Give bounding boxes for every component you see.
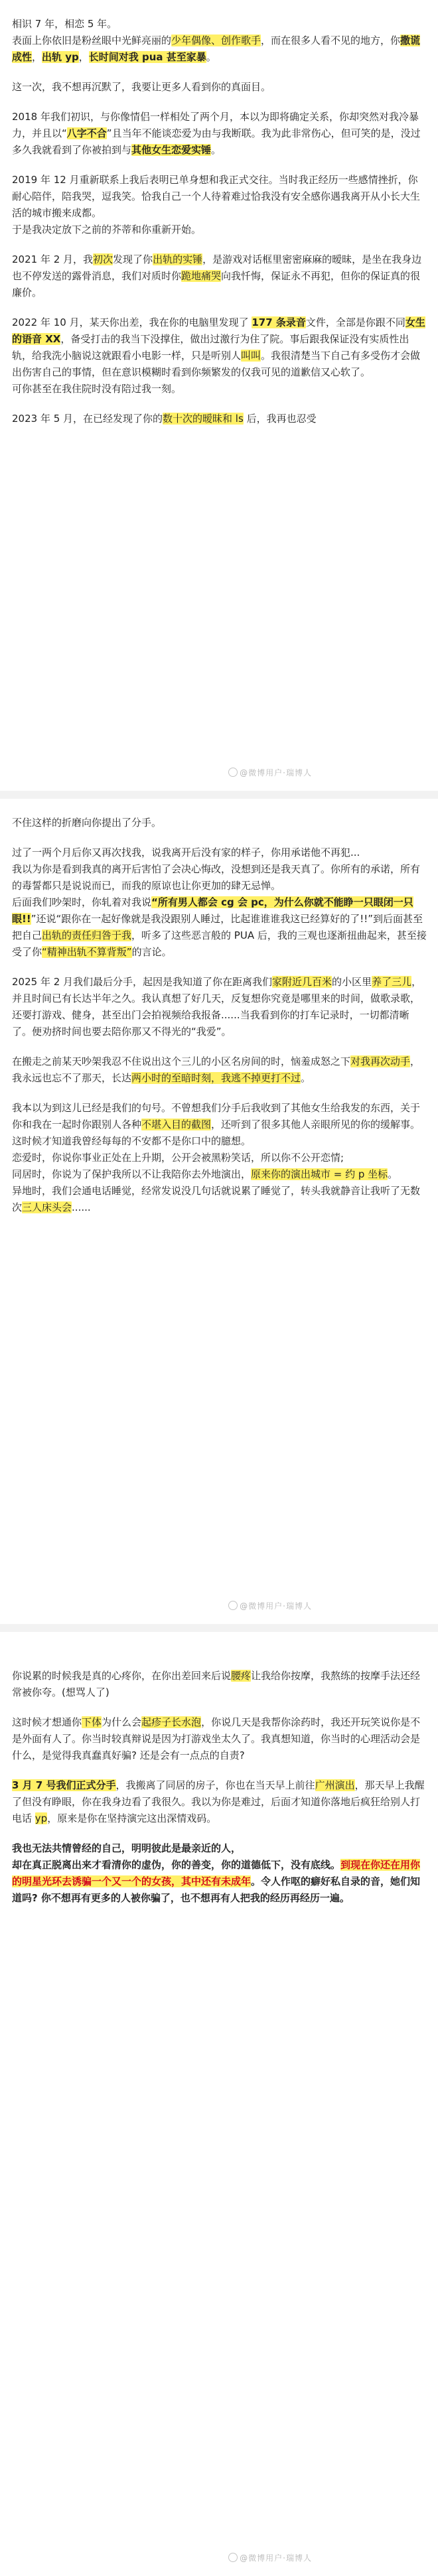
- text-run: ，并且时间已有长达半年之久。我认真想了好几天，反复想你究竟是哪里来的时间，做歌录歌，还要打游戏、健身，甚至出门会拍视频给我报备......当我看到你的打车记录时，一切都清晰了。便劝挤时间也要去陪你那又不得光的“我爱”。: [12, 976, 422, 1038]
- text-run: ，而在很多人看不见的地方，你: [261, 34, 401, 46]
- paragraph: [12, 1668, 427, 1701]
- paragraph: [12, 1840, 427, 1857]
- highlighted-text: 长时间对我 pua 甚至家暴: [88, 51, 206, 63]
- highlighted-text: 出轨 yp: [42, 51, 79, 63]
- text-run: 。令人作呕的癖好私自录的音，她们知道吗? 你不想再有更多的人被你骗了，也不想再有人把我的经历再经历一遍。: [12, 1875, 421, 1904]
- paragraph: [12, 381, 427, 397]
- highlighted-text: 177 条录音: [252, 316, 306, 328]
- weibo-logo-icon: [228, 768, 238, 777]
- paragraph: [12, 411, 427, 427]
- post-panel-3: [0, 1632, 438, 2576]
- paragraph: [12, 33, 427, 66]
- paragraph: [12, 79, 427, 96]
- text-run: 的言论。: [131, 946, 172, 958]
- post-panel-1: [0, 0, 438, 791]
- highlighted-text: 下体: [82, 1716, 102, 1728]
- watermark: [228, 1598, 312, 1615]
- paragraph: [12, 894, 427, 961]
- text-run: 却在真正脱离出来才看清你的虚伪，你的善变，你的道德低下，没有底线。: [12, 1859, 341, 1871]
- weibo-logo-icon: [228, 1601, 238, 1610]
- paragraph: [12, 1053, 427, 1087]
- text-run: 后，我再也忍受: [243, 413, 317, 425]
- text-run: ”且当年不能谈恋爱为由与我断联。我为此非常伤心，但可笑的是，没过多久我就看到了你被拍到与: [12, 127, 421, 156]
- text-run: ，原来是你在坚持演完这出深情戏码。: [47, 1812, 217, 1824]
- paragraph: [12, 1150, 427, 1166]
- highlighted-text: 出轨的责任归咎于我: [42, 929, 132, 941]
- text-run: 2019 年 12 月重新联系上我后表明已单身想和我正式交往。当时我正经历一些感情挫折，你耐心陪伴，陪我哭，逗我笑。恰我自己一个人待着难过恰我没有安全感你遇我离开从小长大生活的城市搬来成都。: [12, 174, 421, 219]
- text-run: ，还听到了很多其他人亲眼所见的你的缓解事。这时候才知道我曾经每每的不安都不是你口中的臆想。: [12, 1119, 421, 1147]
- text-run: 2023 年 5 月，在已经发现了你的: [12, 413, 163, 425]
- watermark: [228, 765, 312, 781]
- paragraph: [12, 815, 427, 831]
- paragraph: [12, 1777, 427, 1827]
- text-run: 。: [206, 51, 216, 63]
- text-run: 相识 7 年，相恋 5 年。: [12, 18, 117, 30]
- text-run: 2025 年 2 月我们最后分手，起因是我知道了你在距离我们: [12, 976, 273, 988]
- text-run: ，我永远也忘不了那天，长达: [12, 1055, 421, 1084]
- text-run: 让我给你按摩，我熬练的按摩手法还经常被你夸。(想骂人了): [12, 1670, 421, 1698]
- paragraph: [12, 251, 427, 301]
- paragraph: [12, 222, 427, 238]
- highlighted-text: 三人床头会: [22, 1201, 72, 1213]
- text-run: 在搬走之前某天吵架我忍不住说出这个三儿的小区名房间的时，恼羞成怒之下: [12, 1055, 351, 1067]
- paragraph: [12, 172, 427, 222]
- paragraph: [12, 16, 427, 33]
- text-run: 2021 年 2 月，我: [12, 253, 94, 265]
- post-panel-2: [0, 799, 438, 1624]
- highlighted-text: 跪地痛哭: [181, 270, 222, 282]
- paragraph: [12, 1183, 427, 1216]
- text-run: 2022 年 10 月，某天你出差，我在你的电脑里发现了: [12, 316, 252, 328]
- text-run: ，那天早上我醒了但没有睁眼，你在我身边看了我很久。我以为你是难过，后面才知道你落地后疯狂给别人打电话: [12, 1779, 425, 1824]
- text-run: 。: [211, 144, 222, 156]
- text-run: ，你说几天是我帮你涂药时，我还开玩笑说你是不是外面有人了。你当时较真辩说是因为打游戏坐太久了。我真想知道，你当时的心理活动会是什么，是觉得我真蠢真好骗? 还是会有一点点的自责?: [12, 1716, 421, 1761]
- paragraph: [12, 845, 427, 861]
- text-run: 可你甚至在我住院时没有陪过我一刻。: [12, 383, 182, 395]
- highlighted-text: 养了三儿: [372, 976, 412, 988]
- highlighted-text: 起疹子长水泡: [141, 1716, 202, 1728]
- text-run: ，是游戏对话框里密密麻麻的暧昧，是坐在我身边也不停发送的露骨消息，我们对质时你: [12, 253, 422, 282]
- paragraph: [12, 974, 427, 1040]
- text-run: 我也无法共情曾经的自己，明明彼此是最亲近的人，: [12, 1842, 242, 1854]
- text-run: 这一次，我不想再沉默了，我要让更多人看到你的真面目。: [12, 81, 271, 93]
- text-run: 。: [388, 1168, 398, 1180]
- text-run: ，备受打击的我当下没撑住，做出过激行为住了院。事后跟我保证没有实质性出轨，给我洗小脑说这就跟看小电影一样，只是听别人: [12, 333, 409, 362]
- paragraph: [12, 109, 427, 159]
- text-run: 这时候才想通你: [12, 1716, 82, 1728]
- text-run: 过了一两个月后你又再次找我，说我离开后没有家的样子，你用承诺他不再犯...: [12, 847, 360, 858]
- highlighted-text: “所有男人都会 cg 会 pc，为什么你就不能睁一只眼闭一只眼!!: [12, 896, 413, 925]
- text-run: 异地时，我们会通电话睡觉，经常发说没几句话就说累了睡觉了，转头我就静音让我听了无数次: [12, 1185, 421, 1213]
- highlighted-text: 出轨的实锤: [153, 253, 203, 265]
- highlighted-text: 家附近几百米: [272, 976, 332, 988]
- highlighted-text: 3 月 7 号我们正式分手: [12, 1779, 116, 1791]
- text-run: ”还说“跟你在一起好像就是我没跟别人睡过，比起谁谁谁我这已经算好的了!!”到后面甚至把自己: [12, 913, 423, 941]
- text-run: 向我忏悔，保证永不再犯，但你的保证真的很廉价。: [12, 270, 421, 299]
- text-run: ，听多了这些恶言般的 PUA 后，我的三观也逐渐扭曲起来，甚至接受了你: [12, 929, 427, 958]
- text-run: 不住这样的折磨向你提出了分手。: [12, 817, 162, 829]
- watermark: [228, 2550, 312, 2567]
- highlighted-text: 数十次的暧昧和 ls: [163, 413, 244, 425]
- highlighted-text: 初次: [93, 253, 113, 265]
- weibo-logo-icon: [228, 2553, 238, 2562]
- text-run: 发现了你: [113, 253, 153, 265]
- text-run: 表面上你依旧是粉丝眼中光鲜亮丽的: [12, 34, 172, 46]
- text-run: ，: [78, 51, 89, 63]
- highlighted-text: 女生的语音 XX: [12, 316, 425, 345]
- text-run: 后面我们吵架时，你轧着对我说: [12, 896, 152, 908]
- highlighted-text: 不堪入目的截图: [141, 1119, 212, 1130]
- text-run: 文件，全部是你跟不同: [305, 316, 405, 328]
- highlighted-text: 腰疼: [231, 1670, 252, 1682]
- highlighted-text: 叫叫: [241, 350, 261, 362]
- text-run: 。我很清楚当下自己有多受伤才会做出伤害自己的事情，但在意识模糊时看到你频繁发的仅我可见的道歉信又心软了。: [12, 350, 421, 378]
- highlighted-text: 其他女生恋爱实锤: [131, 144, 212, 156]
- paragraph: [12, 314, 427, 381]
- highlighted-text: 原来你的演出城市 = 约 p 坐标: [251, 1168, 388, 1180]
- highlighted-text: 广州演出: [315, 1779, 355, 1791]
- highlighted-text: 撒谎成性: [12, 34, 421, 63]
- highlighted-text: 八字不合: [66, 127, 107, 139]
- highlighted-text: 两小时的至暗时刻，我逃不掉更打不过: [131, 1072, 301, 1084]
- text-run: 同居时，你说为了保护我所以不让我陪你去外地演出，: [12, 1168, 252, 1180]
- highlighted-text: 到现在你还在用你的明星光环去诱骗一个又一个的女孩，其中还有未成年: [12, 1859, 421, 1887]
- watermark-text: @微博用户·瑞博人: [240, 2553, 312, 2563]
- watermark-text: @微博用户·瑞博人: [240, 768, 312, 778]
- text-run: 的小区里: [332, 976, 372, 988]
- text-run: 我以为你是看到我真的离开后害怕了会决心悔改，没想到还是我天真了。你所有的承诺，所有的毒誓都只是说说而已，而我的原谅也让你更加的肆无忌惮。: [12, 863, 421, 892]
- paragraph: [12, 1166, 427, 1183]
- text-run: ，: [32, 51, 42, 63]
- paragraph: [12, 1714, 427, 1764]
- highlighted-text: 少年偶像、创作歌手: [171, 34, 261, 46]
- text-run: 你说累的时候我是真的心疼你，在你出差回来后说: [12, 1670, 232, 1682]
- text-run: ，我搬离了同居的房子，你也在当天早上前往: [115, 1779, 315, 1791]
- paragraph: [12, 1100, 427, 1150]
- paragraph: [12, 1857, 427, 1907]
- highlighted-text: 对我再次动手: [350, 1055, 411, 1067]
- text-run: ......: [72, 1201, 91, 1213]
- text-run: 恋爱时，你说你事业正处在上升期，公开会被黑粉笑话，所以你不公开恋情;: [12, 1152, 344, 1164]
- paragraph: [12, 861, 427, 894]
- text-run: 我本以为到这儿已经是我们的句号。不曾想我们分手后我收到了其他女生给我发的东西，关于你和我在一起时你跟别人各种: [12, 1102, 421, 1130]
- watermark-text: @微博用户·瑞博人: [240, 1601, 312, 1611]
- text-run: 。: [301, 1072, 311, 1084]
- text-run: 2018 年我们初识，与你像情侣一样相处了两个月，本以为即将确定关系，你却突然对我冷暴力，并且以“: [12, 111, 419, 139]
- text-run: 为什么会: [102, 1716, 142, 1728]
- highlighted-text: “精神出轨不算背叛”: [42, 946, 132, 958]
- text-run: 于是我决定放下之前的芥蒂和你重新开始。: [12, 224, 202, 236]
- highlighted-text: yp: [35, 1812, 48, 1824]
- spacer: [12, 1648, 427, 1668]
